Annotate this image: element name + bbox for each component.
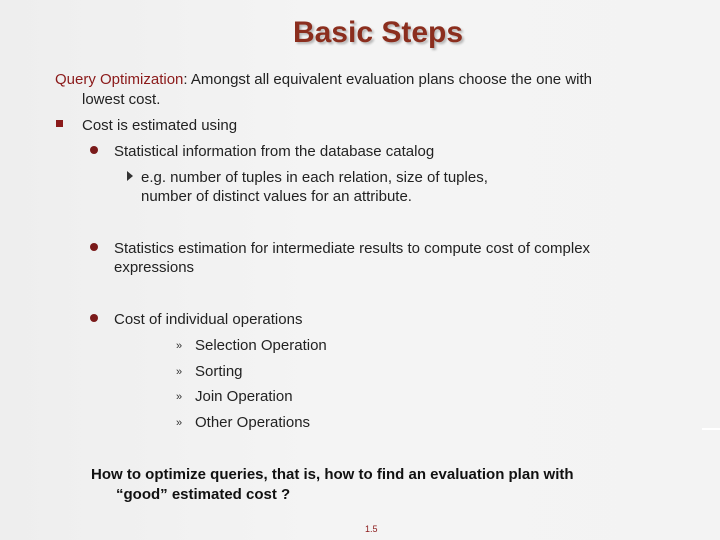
individual-operations-text: Cost of individual operations — [114, 311, 303, 328]
operation-item: Other Operations — [195, 414, 311, 431]
raquo-bullet-icon: » — [176, 340, 183, 352]
intro-term: Query Optimization — [55, 71, 184, 88]
dot-bullet-icon — [90, 243, 98, 251]
statistics-estimation-line2: expressions — [114, 259, 195, 276]
raquo-bullet-icon: » — [176, 391, 183, 403]
dot-bullet-icon — [90, 146, 98, 154]
square-bullet-icon — [56, 120, 63, 127]
intro-line2: lowest cost. — [82, 91, 161, 108]
edge-divider — [702, 428, 720, 430]
statistical-info-text: Statistical information from the database catalog — [114, 143, 435, 160]
operation-item: Join Operation — [195, 388, 293, 405]
example-line1: e.g. number of tuples in each relation, size of tuples, — [141, 169, 488, 186]
dot-bullet-icon — [90, 314, 98, 322]
page-number: 1.5 — [365, 524, 378, 534]
operation-item: Sorting — [195, 363, 243, 380]
example-line2: number of distinct values for an attribute. — [141, 188, 412, 205]
raquo-bullet-icon: » — [176, 417, 183, 429]
cost-estimated-text: Cost is estimated using — [82, 117, 238, 134]
triangle-bullet-icon — [127, 171, 133, 181]
closing-line1: How to optimize queries, that is, how to find an evaluation plan with — [91, 466, 574, 483]
raquo-bullet-icon: » — [176, 366, 183, 378]
slide-title: Basic Steps — [292, 16, 464, 49]
intro-line1 — [55, 70, 592, 89]
statistics-estimation-line1: Statistics estimation for intermediate results to compute cost of complex — [114, 240, 591, 257]
intro-rest: : Amongst all equivalent evaluation plans choose the one with — [183, 71, 592, 88]
closing-line2: “good” estimated cost ? — [116, 486, 291, 503]
operation-item: Selection Operation — [195, 337, 327, 354]
